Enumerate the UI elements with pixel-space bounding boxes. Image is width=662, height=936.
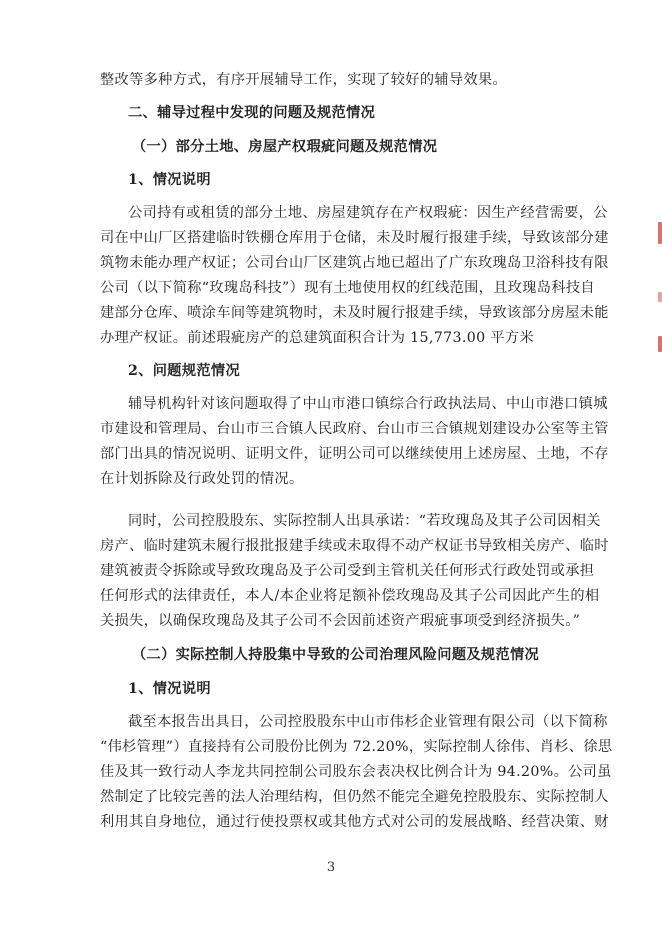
text-line: 辅导机构针对该问题取得了中山市港口镇综合行政执法局、中山市港口镇城 xyxy=(128,396,608,412)
item-heading: 2、问题规范情况 xyxy=(128,363,240,379)
page-number: 3 xyxy=(326,860,336,875)
text-line: 办理产权证。前述瑕疵房产的总建筑面积合计为 15,773.00 平方米 xyxy=(100,330,534,346)
text-line: 关损失，以确保玫瑰岛及其子公司不会因前述资产瑕疵事项受到经济损失。” xyxy=(100,613,581,629)
text-line: 任何形式的法律责任，本人/本企业将足额补偿玫瑰岛及其子公司因此产生的相 xyxy=(100,588,600,604)
text-line: 市建设和管理局、台山市三合镇人民政府、台山市三合镇规划建设办公室等主管 xyxy=(100,421,609,437)
text-line: 整改等多种方式，有序开展辅导工作，实现了较好的辅导效果。 xyxy=(100,72,508,88)
text-line: “伟杉管理”）直接持有公司股份比例为 72.20%，实际控制人徐伟、肖杉、徐思 xyxy=(100,739,613,755)
text-line: 佳及其一致行动人李龙共同控制公司股东会表决权比例合计为 94.20%。公司虽 xyxy=(100,764,612,780)
text-line: 建筑被责令拆除或导致玫瑰岛及子公司受到主管机关任何形式行政处罚或承担 xyxy=(100,563,595,579)
text-line: 司在中山厂区搭建临时铁棚仓库用于仓储，未及时履行报建手续，导致该部分建 xyxy=(100,230,609,246)
text-line: 然制定了比较完善的法人治理结构，但仍然不能完全避免控股股东、实际控制人 xyxy=(100,789,609,805)
item-heading: 1、情况说明 xyxy=(128,172,211,188)
text-line: 利用其自身地位，通过行使投票权或其他方式对公司的发展战略、经营决策、财 xyxy=(100,814,609,830)
text-line: 在计划拆除及行政处罚的情况。 xyxy=(100,471,304,487)
text-line: 筑物未能办理产权证；公司台山厂区建筑占地已超出了广东玫瑰岛卫浴科技有限 xyxy=(100,255,609,271)
seal-edge-mark xyxy=(658,292,662,302)
item-heading: 1、情况说明 xyxy=(128,681,211,697)
text-line: 部门出具的情况说明、证明文件，证明公司可以继续使用上述房屋、土地，不存 xyxy=(100,446,609,462)
text-line: 房产、临时建筑未履行报批报建手续或未取得不动产权证书导致相关房产、临时 xyxy=(100,538,609,554)
text-line: 截至本报告出具日，公司控股股东中山市伟杉企业管理有限公司（以下简称 xyxy=(128,714,608,730)
text-line: 建部分仓库、喷涂车间等建筑物时，未及时履行报建手续，导致该部分房屋未能 xyxy=(100,305,609,321)
text-line: 同时，公司控股股东、实际控制人出具承诺：“若玫瑰岛及其子公司因相关 xyxy=(128,513,601,529)
text-line: 公司持有或租赁的部分土地、房屋建筑存在产权瑕疵：因生产经营需要，公 xyxy=(128,205,608,221)
subsection-heading: （二）实际控制人持股集中导致的公司治理风险问题及规范情况 xyxy=(132,647,540,663)
section-heading: 二、辅导过程中发现的问题及规范情况 xyxy=(128,105,376,121)
seal-edge-mark xyxy=(658,222,662,244)
seal-edge-mark xyxy=(658,336,662,352)
text-line: 公司（以下简称“玫瑰岛科技”）现有土地使用权的红线范围，且玫瑰岛科技自 xyxy=(100,280,595,296)
subsection-heading: （一）部分土地、房屋产权瑕疵问题及规范情况 xyxy=(132,139,438,155)
